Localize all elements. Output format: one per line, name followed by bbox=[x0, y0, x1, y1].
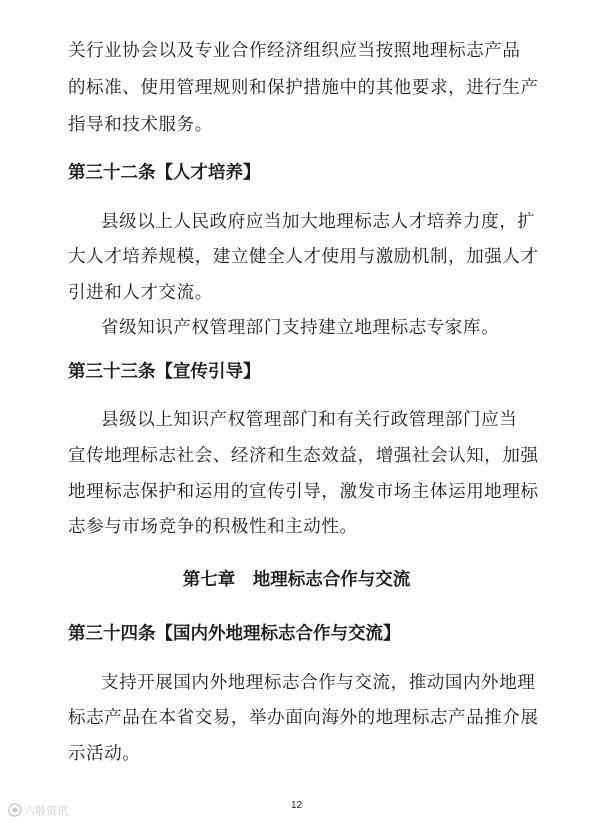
svg-text:六般资讯: 六般资讯 bbox=[24, 804, 68, 818]
paragraph-line: 的标准、使用管理规则和保护措施中的其他要求，进行生产 bbox=[68, 78, 539, 98]
article-heading: 第三十二条【人才培养】 bbox=[68, 163, 261, 183]
article-heading: 第三十三条【宣传引导】 bbox=[68, 362, 261, 382]
paragraph-line: 地理标志保护和运用的宣传引导，激发市场主体运用地理标 bbox=[68, 482, 539, 502]
paragraph-line: 志参与市场竞争的积极性和主动性。 bbox=[68, 517, 358, 537]
paragraph-line: 示活动。 bbox=[68, 744, 141, 764]
paragraph-line: 指导和技术服务。 bbox=[68, 115, 213, 135]
watermark-logo bbox=[8, 802, 82, 818]
paragraph-line: 县级以上知识产权管理部门和有关行政管理部门应当 bbox=[101, 410, 518, 430]
paragraph-line: 标志产品在本省交易，举办面向海外的地理标志产品推介展 bbox=[68, 708, 539, 728]
paragraph-line: 省级知识产权管理部门支持建立地理标志专家库。 bbox=[101, 318, 500, 338]
article-heading: 第三十四条【国内外地理标志合作与交流】 bbox=[68, 624, 401, 644]
paragraph-line: 引进和人才交流。 bbox=[68, 283, 213, 303]
paragraph-line: 宣传地理标志社会、经济和生态效益，增强社会认知，加强 bbox=[68, 446, 539, 466]
paragraph-line: 县级以上人民政府应当加大地理标志人才培养力度，扩 bbox=[101, 212, 536, 232]
chapter-title: 第七章 地理标志合作与交流 bbox=[182, 570, 411, 590]
page-number: 12 bbox=[290, 800, 303, 811]
paragraph-line: 关行业协会以及专业合作经济组织应当按照地理标志产品 bbox=[68, 41, 521, 61]
paragraph-line: 支持开展国内外地理标志合作与交流，推动国内外地理 bbox=[101, 673, 536, 693]
paragraph-line: 大人才培养规模，建立健全人才使用与激励机制，加强人才 bbox=[68, 247, 539, 267]
